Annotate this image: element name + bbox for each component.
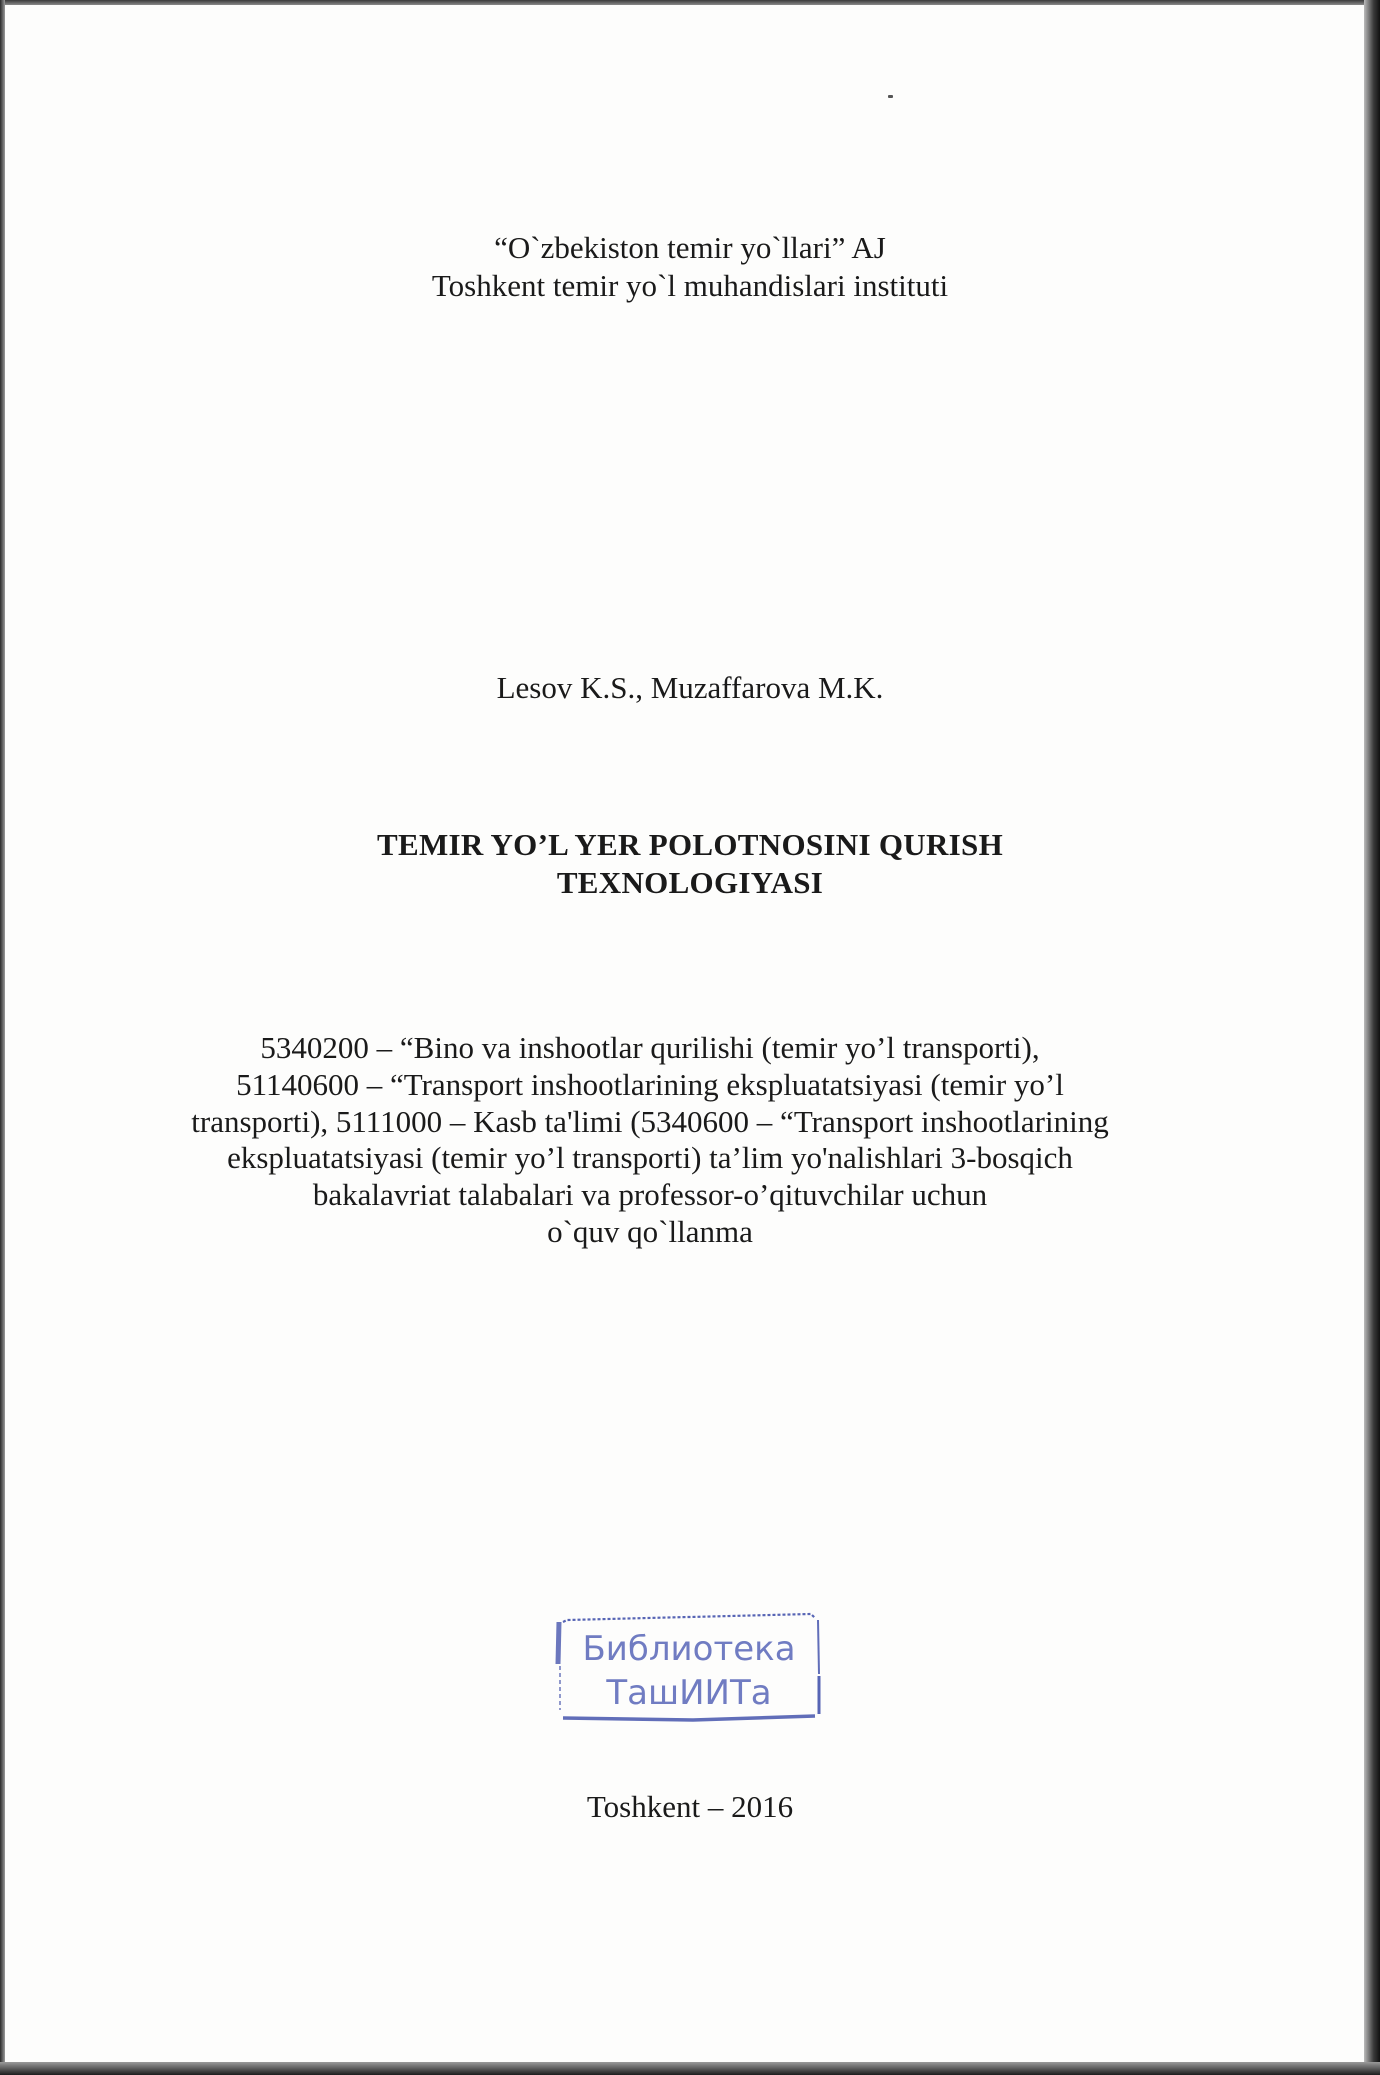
organization-name: “O`zbekiston temir yo`llari” AJ	[494, 230, 886, 265]
document-title	[0, 826, 1380, 902]
stamp-line-1: Библиотека	[582, 1629, 796, 1669]
author-names: Lesov K.S., Muzaffarova M.K.	[496, 670, 884, 705]
city-year: Toshkent – 2016	[586, 1789, 794, 1824]
scan-speck	[888, 95, 893, 98]
description-line: 5340200 – “Bino va inshootlar qurilishi (temir yo’l transporti),	[260, 1030, 1040, 1065]
authors	[0, 669, 1380, 707]
description-line: transporti), 5111000 – Kasb ta'limi (5340600 – “Transport inshootlarining	[191, 1103, 1109, 1139]
scan-border-right	[1364, 0, 1380, 2075]
institute-name: Toshkent temir yo`l muhandislari instituti	[431, 268, 949, 303]
description-line: 51140600 – “Transport inshootlarining ekspluatatsiyasi (temir yo’l	[236, 1066, 1064, 1102]
description-line: o`quv qo`llanma	[547, 1213, 753, 1249]
scan-border-top	[0, 0, 1380, 5]
title-line-1: TEMIR YO’L YER POLOTNOSINI QURISH	[377, 827, 1003, 862]
scan-border-left	[0, 0, 5, 2075]
description	[120, 1030, 1180, 1251]
library-stamp	[553, 1606, 823, 1724]
description-line: bakalavriat talabalari va professor-o’qituvchilar uchun	[312, 1177, 988, 1213]
description-line: ekspluatatsiyasi (temir yo’l transporti) ta’lim yo'nalishlari 3-bosqich	[227, 1140, 1073, 1176]
stamp-line-2: ТашИИТа	[606, 1673, 772, 1713]
organization-header	[0, 229, 1380, 305]
title-line-2: TEXNOLOGIYASI	[556, 865, 824, 900]
place-and-year	[0, 1788, 1380, 1826]
scan-border-bottom	[0, 2062, 1380, 2075]
